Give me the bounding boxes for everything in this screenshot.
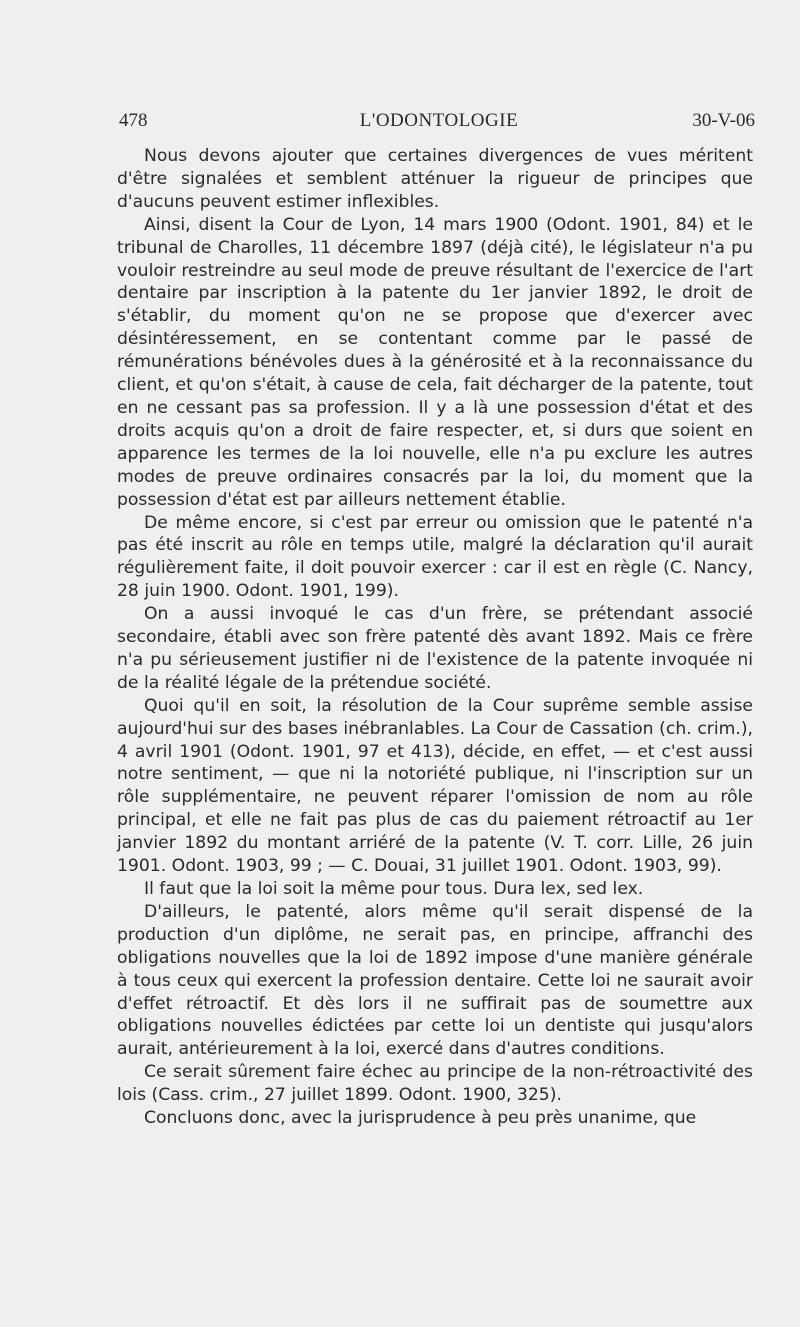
paragraph: De même encore, si c'est par erreur ou omission que le patenté n'a pas été inscrit au rôle en temps utile, malgré la déclaration qu'il aurait régulièrement faite, il doit pouvoir exercer : car il est en règle (C. Nancy, 28 juin 1900. Odont. 1901, 199). (117, 512, 753, 602)
paragraph: Ce serait sûrement faire échec au principe de la non-rétroactivité des lois (Cass. crim., 27 juillet 1899. Odont. 1900, 325). (117, 1062, 753, 1106)
paragraph: Quoi qu'il en soit, la résolution de la Cour suprême semble assise aujourd'hui sur des bases inébranlables. La Cour de Cassation (ch. crim.), 4 avril 1901 (Odont. 1901, 97 et 413), décide, en effet, — et c'est aussi notre sentiment, — que ni la notoriété publique, ni l'inscription sur un rôle supplémentaire, ne peuvent réparer l'omission de nom au rôle principal, et elle ne fait pas plus de cas du paiement rétroactif au 1er janvier 1892 du montant arriéré de la patente (V. T. corr. Lille, 26 juin 1901. Odont. 1903, 99 ; — C. Douai, 31 juillet 1901. Odont. 1903, 99). (117, 695, 753, 877)
page-number: 478 (119, 110, 148, 131)
paragraph: Il faut que la loi soit la même pour tous. Dura lex, sed lex. (144, 879, 644, 899)
paragraph: Ainsi, disent la Cour de Lyon, 14 mars 1900 (Odont. 1901, 84) et le tribunal de Charolles, 11 décembre 1897 (déjà cité), le législateur n'a pu vouloir restreindre au seul mode de preuve résultant de l'exercice de l'art dentaire par inscription à la patente du 1er janvier 1892, le droit de s'établir, du moment qu'on ne se propose que d'exercer avec désintéressement, en se contentant comme par le passé de rémunérations bénévoles dues à la générosité et à la reconnaissance du client, et qu'on s'était, à cause de cela, fait décharger de la patente, tout en ne cessant pas sa profession. Il y a là une possession d'état et des droits acquis qu'on a droit de faire respecter, et, si durs que soient en apparence les termes de la loi nouvelle, elle n'a pu exclure les autres modes de preuve ordinaires consacrés par la loi, du moment que la possession d'état est par ailleurs nettement établie. (117, 214, 753, 510)
paragraph: On a aussi invoqué le cas d'un frère, se prétendant associé secondaire, établi avec son frère patenté dès avant 1892. Mais ce frère n'a pu sérieusement justifier ni de l'existence de la patente invoquée ni de la réalité légale de la prétendue société. (117, 604, 753, 693)
paragraph: D'ailleurs, le patenté, alors même qu'il serait dispensé de la production d'un diplôme, ne serait pas, en principe, affranchi des obligations nouvelles que la loi de 1892 impose d'une manière générale à tous ceux qui exercent la profession dentaire. Cette loi ne saurait avoir d'effet rétroactif. Et dès lors il ne suffirait pas de soumettre aux obligations nouvelles édictées par cette loi un dentiste qui jusqu'alors aurait, antérieurement à la loi, exercé dans d'autres conditions. (117, 901, 753, 1060)
journal-title: L'ODONTOLOGIE (359, 110, 519, 131)
issue-date: 30-V-06 (692, 110, 755, 131)
paragraph: Nous devons ajouter que certaines divergences de vues méritent d'être signalées et semblent atténuer la rigueur de principes que d'aucuns peuvent estimer inflexibles. (117, 146, 753, 212)
body-text (117, 145, 753, 1130)
running-header (119, 110, 759, 138)
paragraph: Concluons donc, avec la jurisprudence à peu près unanime, que (144, 1108, 697, 1129)
